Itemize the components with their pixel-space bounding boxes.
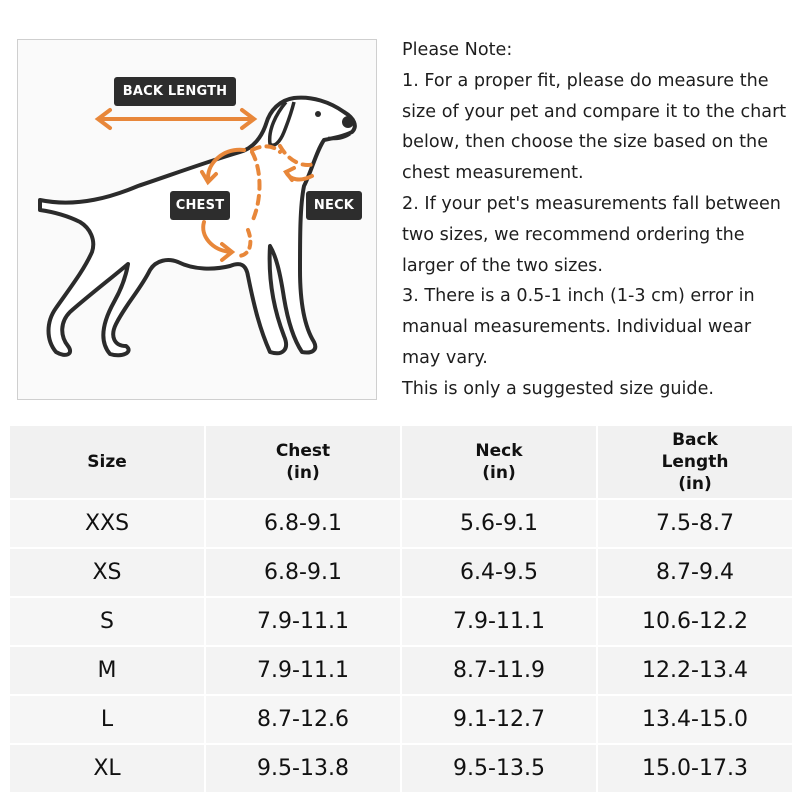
measurement-diagram: [17, 39, 377, 400]
cell-chest: 7.9-11.1: [205, 597, 401, 646]
neck-label: NECK: [306, 191, 362, 220]
cell-size: XL: [9, 744, 205, 793]
header-size-label: Size: [87, 452, 127, 472]
cell-size: XS: [9, 548, 205, 597]
table-header-row: [9, 425, 793, 499]
table-row: [9, 744, 793, 793]
header-back-unit: (in): [678, 474, 712, 494]
cell-neck: 6.4-9.5: [401, 548, 597, 597]
header-back-length: [597, 425, 793, 499]
cell-chest: 9.5-13.8: [205, 744, 401, 793]
cell-neck: 8.7-11.9: [401, 646, 597, 695]
cell-size: XXS: [9, 499, 205, 548]
cell-back-length: 7.5-8.7: [597, 499, 793, 548]
cell-size: M: [9, 646, 205, 695]
dog-silhouette: [40, 98, 355, 356]
cell-size: S: [9, 597, 205, 646]
cell-size: L: [9, 695, 205, 744]
dog-nose: [342, 116, 354, 128]
header-back-label-1: Back: [672, 430, 718, 450]
cell-chest: 8.7-12.6: [205, 695, 401, 744]
note-title: Please Note:: [402, 40, 513, 60]
size-note: [402, 35, 794, 405]
cell-back-length: 15.0-17.3: [597, 744, 793, 793]
header-neck-unit: (in): [482, 463, 516, 483]
header-chest-label: Chest: [275, 441, 331, 461]
cell-back-length: 10.6-12.2: [597, 597, 793, 646]
cell-chest: 6.8-9.1: [205, 499, 401, 548]
cell-chest: 6.8-9.1: [205, 548, 401, 597]
header-size: [9, 425, 205, 499]
header-chest: [205, 425, 401, 499]
header-back-label-2: Length: [661, 452, 729, 472]
table-row: [9, 499, 793, 548]
table-row: [9, 646, 793, 695]
header-neck-label: Neck: [475, 441, 523, 461]
note-item-1: 1. For a proper fit, please do measure the size of your pet and compare it to the chart below, then choose the size based on the chest measurement.: [402, 70, 787, 184]
cell-back-length: 12.2-13.4: [597, 646, 793, 695]
cell-chest: 7.9-11.1: [205, 646, 401, 695]
table-row: [9, 597, 793, 646]
cell-back-length: 13.4-15.0: [597, 695, 793, 744]
cell-neck: 5.6-9.1: [401, 499, 597, 548]
note-item-2: 2. If your pet's measurements fall between two sizes, we recommend ordering the larger of the two sizes.: [402, 193, 781, 276]
back-length-arrow: [98, 110, 254, 128]
chest-label: CHEST: [170, 191, 230, 220]
table-row: [9, 548, 793, 597]
cell-back-length: 8.7-9.4: [597, 548, 793, 597]
dog-eye: [315, 111, 321, 117]
cell-neck: 9.1-12.7: [401, 695, 597, 744]
table-row: [9, 695, 793, 744]
note-footer: This is only a suggested size guide.: [402, 378, 714, 399]
back-length-label: BACK LENGTH: [114, 77, 236, 106]
cell-neck: 7.9-11.1: [401, 597, 597, 646]
note-item-3: 3. There is a 0.5-1 inch (1-3 cm) error in manual measurements. Individual wear may vary.: [402, 286, 755, 368]
size-chart-table: [8, 424, 794, 794]
header-neck: [401, 425, 597, 499]
cell-neck: 9.5-13.5: [401, 744, 597, 793]
header-chest-unit: (in): [286, 463, 320, 483]
